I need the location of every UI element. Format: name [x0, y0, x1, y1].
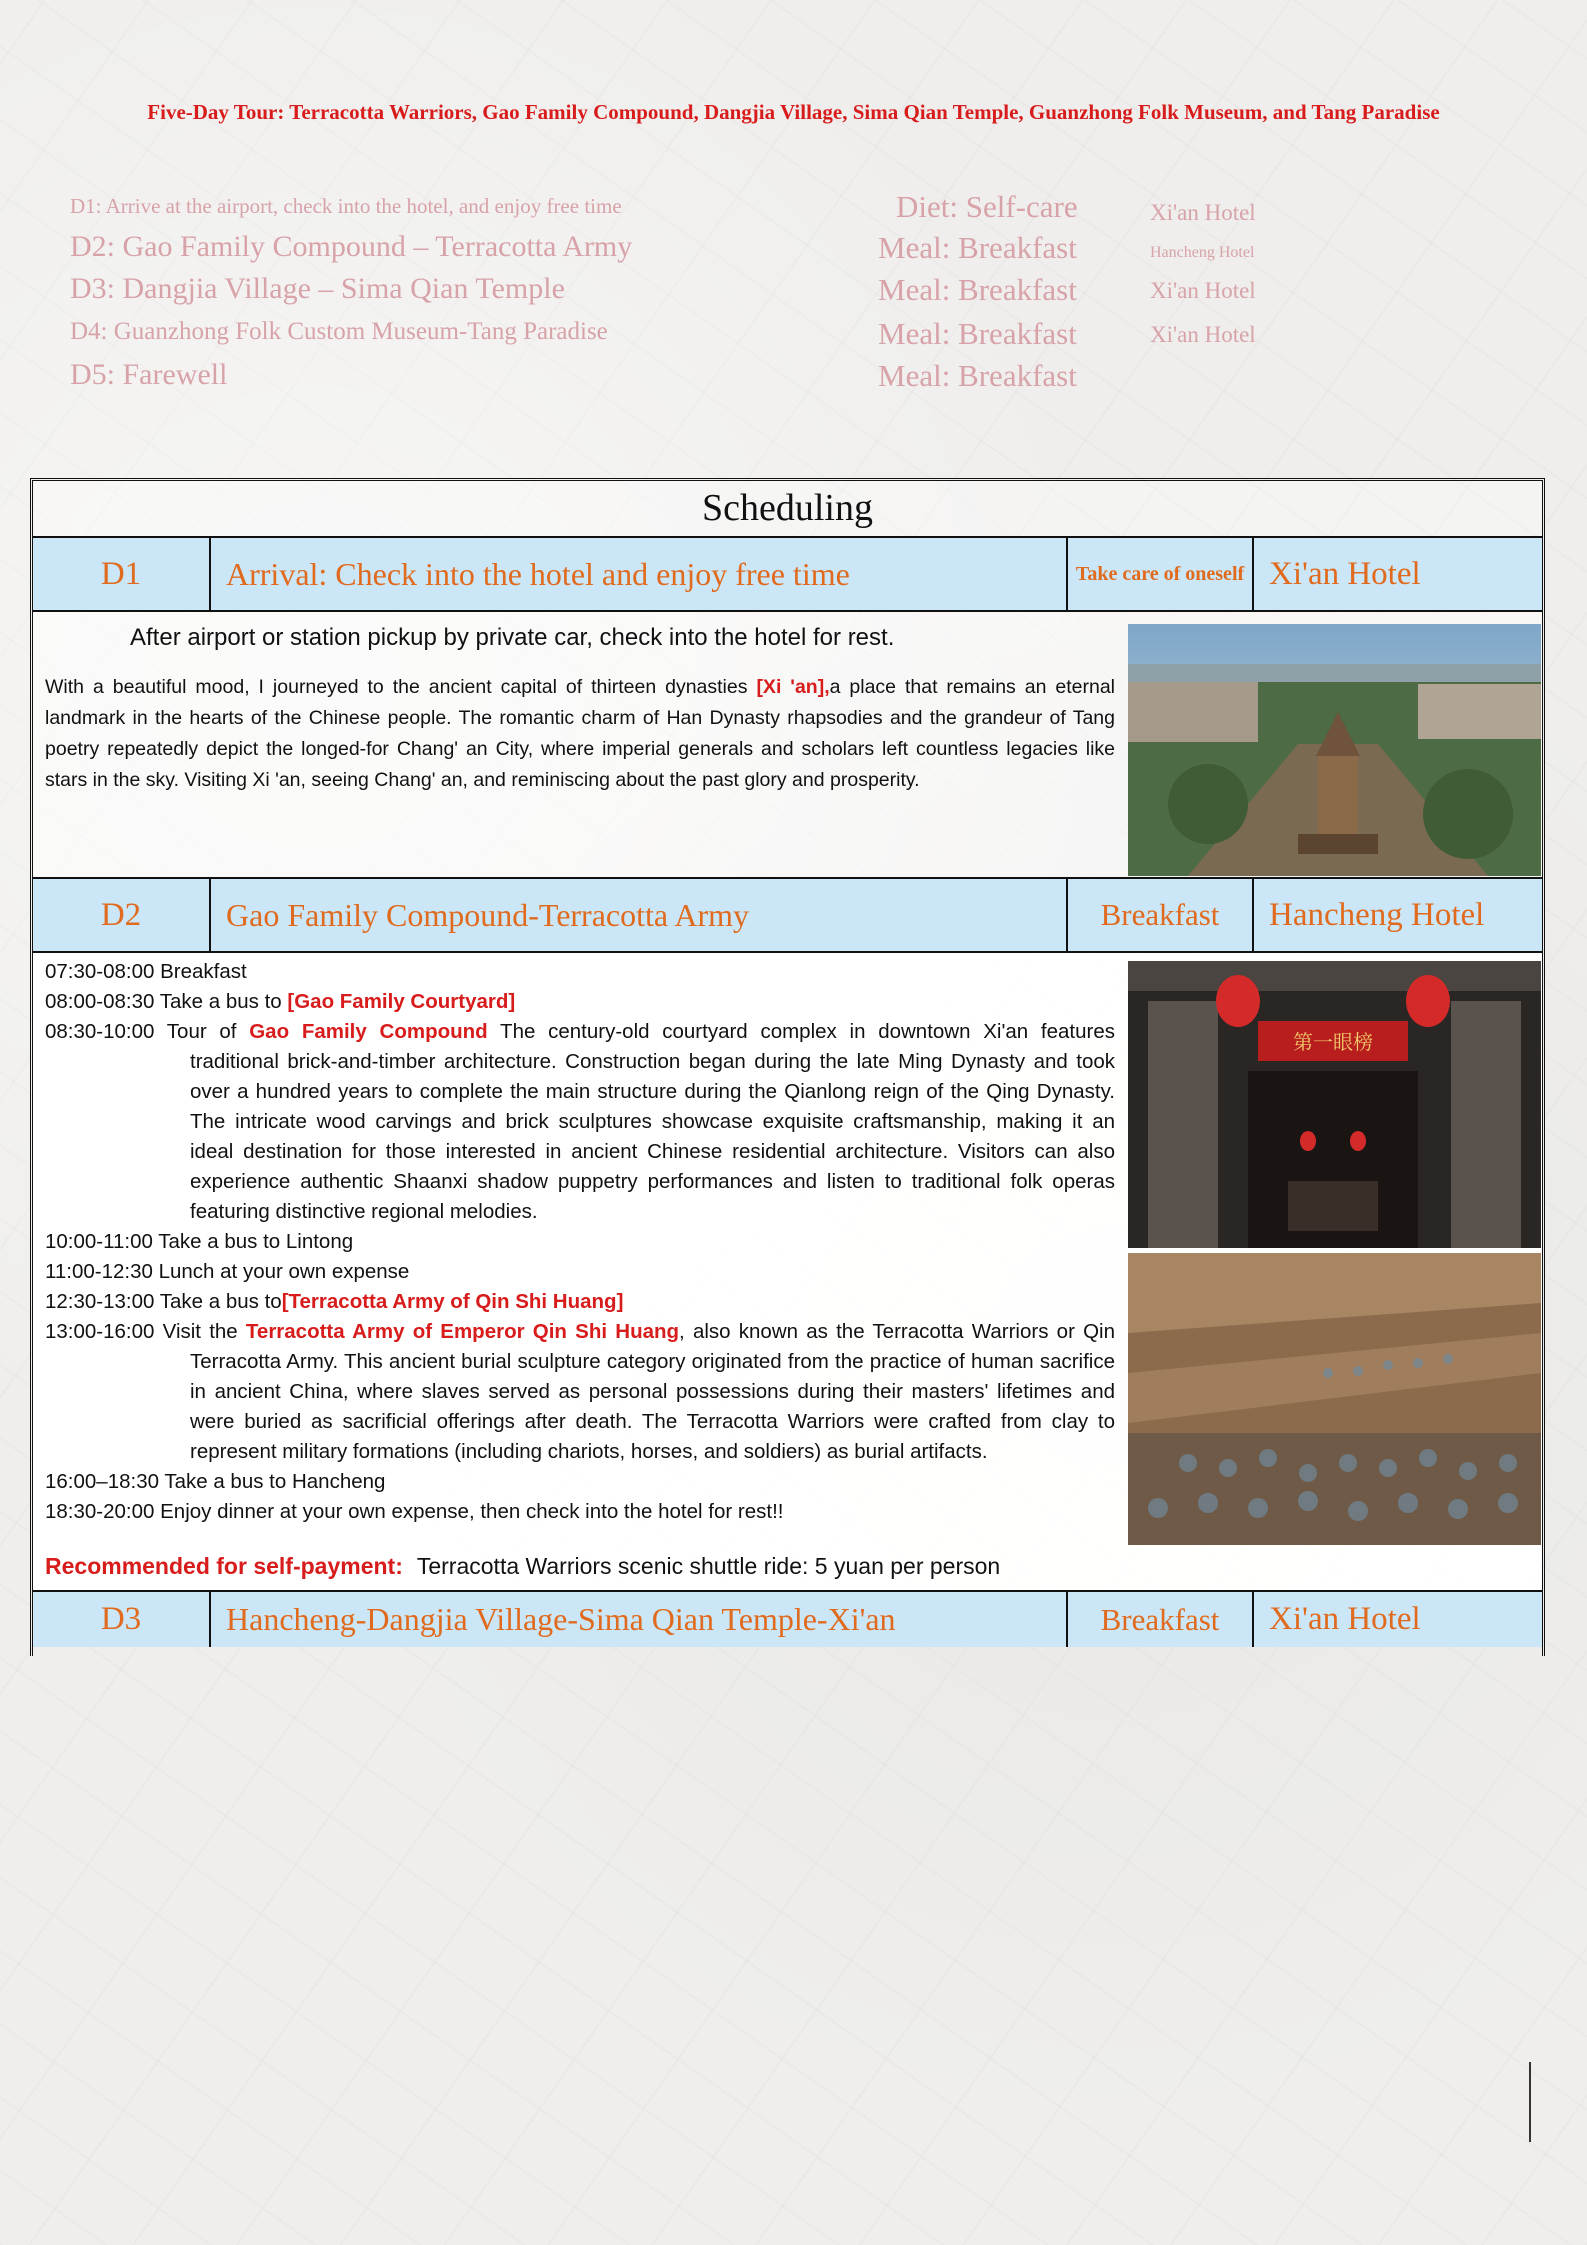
overview-day: D3: Dangjia Village – Sima Qian Temple — [70, 272, 565, 305]
d1-lead-text: After airport or station pickup by private car, check into the hotel for rest. — [130, 624, 895, 651]
day-number: D1 — [33, 538, 211, 610]
itinerary-item: 07:30-08:00 Breakfast — [45, 960, 247, 983]
day-title: Hancheng-Dangjia Village-Sima Qian Temple-Xi'an — [211, 1592, 1068, 1647]
day-hotel: Hancheng Hotel — [1269, 896, 1485, 933]
day-title: Gao Family Compound-Terracotta Army — [211, 879, 1068, 951]
d1-description-text: a place that remains an eternal landmark in the hearts of the Chinese people. The romantic charm of Han Dynasty rhapsodies and the grandeur of Tang poetry repeatedly depict the longed-for Chang' an City, where imperial generals and scholars left countless legacies like stars in the sky. Visiting Xi 'an, seeing Chang' an, and reminiscing about the past glory and prosperity. — [45, 676, 1115, 791]
page-edge-mark — [1529, 2062, 1531, 2142]
overview-row — [70, 189, 1270, 225]
overview-hotel: Xi'an Hotel — [1150, 278, 1256, 303]
day-hotel: Xi'an Hotel — [1269, 1601, 1421, 1637]
itinerary-time-text: 08:00-08:30 Take a bus to — [45, 990, 288, 1013]
itinerary-item — [45, 1287, 1115, 1317]
itinerary-time-text: 13:00-16:00 Visit the — [45, 1320, 246, 1343]
highlight-xian: [Xi 'an], — [756, 676, 830, 698]
day-hotel: Xi'an Hotel — [1269, 555, 1421, 592]
overview-meal: Diet: Self-care — [896, 189, 1078, 224]
day-header-d3 — [33, 1592, 1542, 1647]
terracotta-warriors-photo — [1128, 1253, 1541, 1545]
overview-row — [70, 272, 1270, 312]
itinerary-item — [45, 1017, 1115, 1227]
highlight-terracotta-emperor: Terracotta Army of Emperor Qin Shi Huang — [245, 1320, 680, 1343]
itinerary-item: 10:00-11:00 Take a bus to Lintong — [45, 1230, 354, 1253]
overview-day: D4: Guanzhong Folk Custom Museum-Tang Paradise — [70, 318, 608, 345]
overview-meal: Meal: Breakfast — [878, 358, 1077, 393]
itinerary-time-text: 12:30-13:00 Take a bus to — [45, 1290, 282, 1313]
day-body-d2 — [33, 953, 1542, 1592]
overview-day: D2: Gao Family Compound – Terracotta Army — [70, 230, 633, 263]
itinerary-description: The century-old courtyard complex in downtown Xi'an features traditional brick-and-timber architecture. Construction began during the late Ming Dynasty and took over a hundred years to complete the main structure during the Qianlong reign of the Qing Dynasty. The intricate wood carvings and brick sculptures showcase exquisite craftsmanship, making it an ideal destination for those interested in ancient Chinese residential architecture. Visitors can also experience authentic Shaanxi shadow puppetry performances and listen to traditional folk operas featuring distinctive regional melodies. — [190, 1020, 1115, 1223]
day-number: D2 — [33, 879, 211, 951]
page-title: Five-Day Tour: Terracotta Warriors, Gao Family Compound, Dangjia Village, Sima Qian Temple, Guanzhong Folk Museum, and Tang Paradise — [147, 100, 1440, 124]
recommendation-label: Recommended for self-payment: — [45, 1553, 403, 1579]
overview-hotel: Hancheng Hotel — [1150, 244, 1255, 261]
d1-description-text: With a beautiful mood, I journeyed to the ancient capital of thirteen dynasties — [45, 676, 757, 698]
recommendation-text: Terracotta Warriors scenic shuttle ride: 5 yuan per person — [416, 1553, 1001, 1579]
d2-itinerary — [45, 957, 1115, 1527]
schedule-title: Scheduling — [33, 481, 1542, 538]
itinerary-overview — [70, 188, 1270, 408]
overview-row — [70, 316, 1270, 356]
highlight-gao-compound: Gao Family Compound — [249, 1020, 488, 1043]
day-meal: Take care of oneself — [1068, 538, 1254, 610]
highlight-gao-courtyard: [Gao Family Courtyard] — [287, 990, 516, 1013]
itinerary-item — [45, 1317, 1115, 1467]
overview-day: D1: Arrive at the airport, check into the hotel, and enjoy free time — [70, 194, 622, 218]
overview-day: D5: Farewell — [70, 358, 228, 391]
itinerary-item — [45, 987, 1115, 1017]
day-meal: Breakfast — [1068, 879, 1254, 951]
gao-family-gate-photo — [1128, 961, 1541, 1248]
overview-meal: Meal: Breakfast — [878, 230, 1077, 265]
overview-row — [70, 358, 1270, 398]
day-header-d2 — [33, 879, 1542, 953]
overview-hotel: Xi'an Hotel — [1150, 200, 1256, 225]
d1-description — [45, 672, 1115, 796]
itinerary-item: 18:30-20:00 Enjoy dinner at your own expense, then check into the hotel for rest!! — [45, 1500, 784, 1523]
xian-pagoda-photo — [1128, 624, 1541, 876]
schedule-table — [30, 478, 1545, 1656]
gate-sign-text: 第一眼榜 — [1293, 1030, 1373, 1054]
overview-hotel: Xi'an Hotel — [1150, 322, 1256, 347]
itinerary-description: , also known as the Terracotta Warriors or Qin Terracotta Army. This ancient burial sculpture category originated from the practice of human sacrifice in ancient China, where slaves served as personal possessions during their masters' lifetimes and were buried as sacrificial offerings after death. The Terracotta Warriors were crafted from clay to represent military formations (including chariots, horses, and soldiers) as burial artifacts. — [190, 1320, 1116, 1463]
recommendation — [45, 1553, 1000, 1580]
overview-row — [70, 230, 1270, 270]
day-header-d1 — [33, 538, 1542, 612]
day-title: Arrival: Check into the hotel and enjoy free time — [211, 538, 1068, 610]
itinerary-item: 16:00–18:30 Take a bus to Hancheng — [45, 1470, 386, 1493]
overview-meal: Meal: Breakfast — [878, 272, 1077, 307]
day-number: D3 — [33, 1592, 211, 1647]
day-meal: Breakfast — [1068, 1592, 1254, 1647]
itinerary-time-text: 08:30-10:00 Tour of — [45, 1020, 250, 1043]
overview-meal: Meal: Breakfast — [878, 316, 1077, 351]
day-body-d1 — [33, 612, 1542, 879]
itinerary-item: 11:00-12:30 Lunch at your own expense — [45, 1260, 410, 1283]
highlight-terracotta: [Terracotta Army of Qin Shi Huang] — [281, 1290, 624, 1313]
